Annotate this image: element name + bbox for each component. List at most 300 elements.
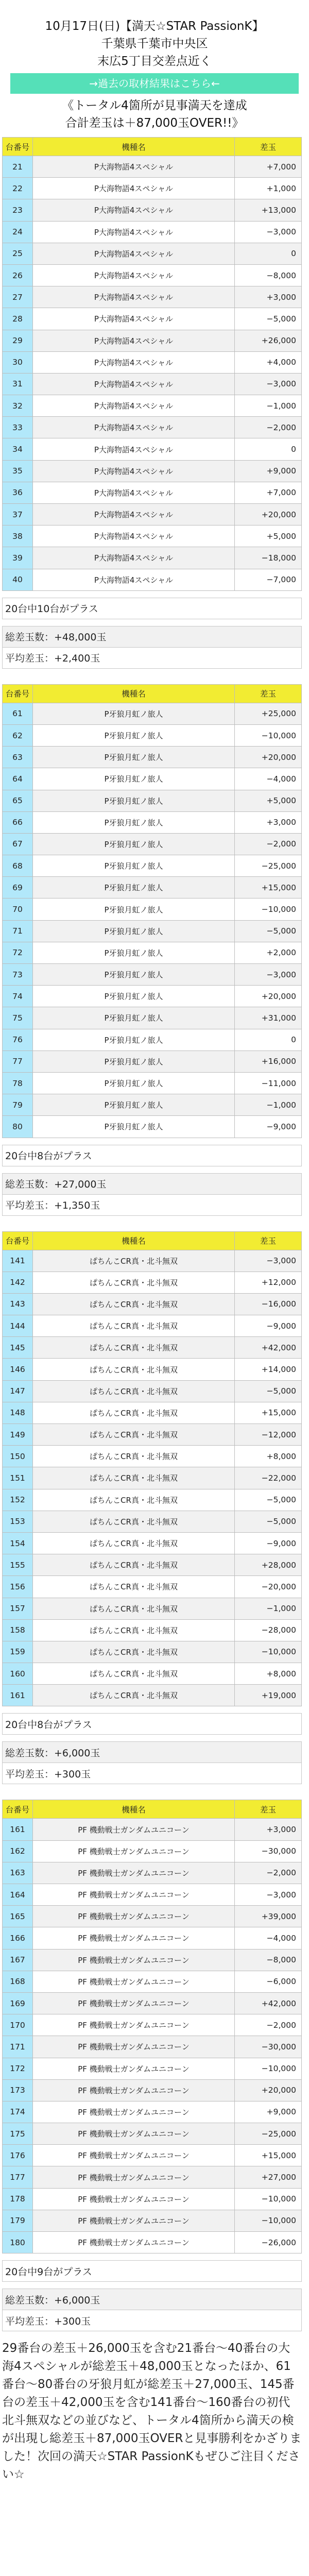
table-row (3, 1094, 302, 1116)
column-header-name: 機種名 (33, 684, 235, 703)
machine-name: P牙狼月虹ノ旅人 (33, 1072, 235, 1094)
table-row (3, 986, 302, 1007)
table-row (3, 964, 302, 986)
machine-number: 178 (3, 2188, 33, 2210)
machine-name: P大海物語4スペシャル (33, 351, 235, 373)
plus-count: 20台中10台がプラス (3, 598, 302, 619)
ball-difference: −9,000 (235, 1532, 302, 1554)
ball-difference: +26,000 (235, 330, 302, 351)
report-title: 10月17日(日)【満天☆STAR PassionK】 (45, 20, 264, 33)
machine-number: 72 (3, 942, 33, 963)
machine-table (2, 684, 302, 1138)
totals-box (2, 1741, 302, 1784)
machine-name: P牙狼月虹ノ旅人 (33, 1116, 235, 1138)
totals-box (2, 1173, 302, 1216)
machine-number: 166 (3, 1927, 33, 1949)
machine-name: ぱちんこCR真・北斗無双 (33, 1576, 235, 1598)
ball-difference: −2,000 (235, 2014, 302, 2036)
ball-difference: +39,000 (235, 1906, 302, 1927)
machine-name: ぱちんこCR真・北斗無双 (33, 1489, 235, 1511)
machine-name: ぱちんこCR真・北斗無双 (33, 1402, 235, 1423)
machine-number: 27 (3, 286, 33, 308)
machine-name: ぱちんこCR真・北斗無双 (33, 1532, 235, 1554)
ball-difference: +9,000 (235, 2101, 302, 2123)
ball-difference: +42,000 (235, 1337, 302, 1359)
ball-difference: +20,000 (235, 504, 302, 526)
machine-number: 37 (3, 504, 33, 526)
ball-difference: −5,000 (235, 1380, 302, 1402)
machine-name: ぱちんこCR真・北斗無双 (33, 1424, 235, 1446)
ball-difference: −5,000 (235, 1489, 302, 1511)
table-row (3, 1272, 302, 1293)
table-row (3, 768, 302, 790)
machine-name: PF 機動戦士ガンダムユニコーン (33, 1819, 235, 1840)
ball-difference: −3,000 (235, 1884, 302, 1906)
ball-difference: +42,000 (235, 1992, 302, 2014)
machine-number: 163 (3, 1862, 33, 1884)
table-row (3, 1424, 302, 1446)
table-row (3, 526, 302, 547)
machine-name: ぱちんこCR真・北斗無双 (33, 1467, 235, 1489)
machine-name: P牙狼月虹ノ旅人 (33, 724, 235, 746)
table-row (3, 1685, 302, 1706)
table-row (3, 460, 302, 482)
machine-number: 39 (3, 547, 33, 569)
machine-number: 34 (3, 438, 33, 460)
machine-number: 30 (3, 351, 33, 373)
ball-difference: +12,000 (235, 1272, 302, 1293)
machine-number: 144 (3, 1315, 33, 1337)
machine-number: 21 (3, 156, 33, 178)
summary-paragraph: 29番台の差玉＋26,000玉を含む21番台〜40番台の大海4スペシャルが総差玉＋48,000玉となったほか、61番台〜80番台の牙狼月虹が総差玉＋27,000玉、145番台の差玉＋42,000玉を含む141番台〜160番台の初代北斗無双などの並びなど、トータル4箇所から満天の検が出現し総差玉＋87,000玉OVERと見事勝利をかざりました！次回の満天☆STAR PassionKもぜひご注目ください☆ (2, 2342, 302, 2482)
machine-number: 147 (3, 1380, 33, 1402)
headline-line-1: 《トータル4箇所が見事満天を達成 (62, 99, 247, 112)
machine-number: 152 (3, 1489, 33, 1511)
machine-name: P牙狼月虹ノ旅人 (33, 833, 235, 855)
ball-difference: −1,000 (235, 1094, 302, 1116)
table-row (3, 1971, 302, 1992)
machine-name: ぱちんこCR真・北斗無双 (33, 1619, 235, 1641)
ball-difference: −10,000 (235, 899, 302, 920)
machine-number: 80 (3, 1116, 33, 1138)
machine-number: 79 (3, 1094, 33, 1116)
machine-name: PF 機動戦士ガンダムユニコーン (33, 2123, 235, 2145)
table-row (3, 1293, 302, 1315)
table-row (3, 504, 302, 526)
table-row (3, 1380, 302, 1402)
average-difference: 平均差玉：+300玉 (3, 1763, 302, 1784)
machine-section (2, 684, 307, 1216)
table-row (3, 1598, 302, 1619)
machine-name: P大海物語4スペシャル (33, 373, 235, 395)
table-header-row (3, 138, 302, 156)
table-row (3, 2188, 302, 2210)
machine-name: P大海物語4スペシャル (33, 330, 235, 351)
machine-number: 36 (3, 482, 33, 503)
table-row (3, 877, 302, 899)
machine-number: 169 (3, 1992, 33, 2014)
machine-number: 148 (3, 1402, 33, 1423)
column-header-name: 機種名 (33, 1800, 235, 1819)
machine-number: 153 (3, 1511, 33, 1532)
machine-name: P牙狼月虹ノ旅人 (33, 899, 235, 920)
machine-name: P牙狼月虹ノ旅人 (33, 920, 235, 942)
ball-difference: +13,000 (235, 199, 302, 221)
machine-number: 170 (3, 2014, 33, 2036)
machine-name: P大海物語4スペシャル (33, 156, 235, 178)
table-row (3, 2210, 302, 2231)
column-header-diff: 差玉 (235, 1231, 302, 1250)
table-row (3, 1663, 302, 1685)
table-row (3, 1840, 302, 1862)
machine-number: 154 (3, 1532, 33, 1554)
machine-name: P大海物語4スペシャル (33, 199, 235, 221)
ball-difference: −22,000 (235, 1467, 302, 1489)
machine-number: 64 (3, 768, 33, 790)
ball-difference: −11,000 (235, 1072, 302, 1094)
machine-table (2, 1231, 302, 1707)
machine-number: 177 (3, 2166, 33, 2188)
totals-box (2, 626, 302, 669)
machine-name: PF 機動戦士ガンダムユニコーン (33, 2101, 235, 2123)
table-row (3, 482, 302, 503)
ball-difference: −4,000 (235, 1927, 302, 1949)
column-header-no: 台番号 (3, 684, 33, 703)
table-row (3, 1949, 302, 1971)
machine-number: 146 (3, 1359, 33, 1380)
machine-name: P大海物語4スペシャル (33, 569, 235, 590)
table-row (3, 1927, 302, 1949)
column-header-name: 機種名 (33, 138, 235, 156)
table-row (3, 1072, 302, 1094)
ball-difference: −3,000 (235, 221, 302, 243)
machine-number: 149 (3, 1424, 33, 1446)
machine-name: PF 機動戦士ガンダムユニコーン (33, 2058, 235, 2079)
sections-container (2, 137, 307, 2331)
machine-name: ぱちんこCR真・北斗無双 (33, 1337, 235, 1359)
machine-number: 161 (3, 1819, 33, 1840)
table-row (3, 395, 302, 417)
machine-name: P大海物語4スペシャル (33, 504, 235, 526)
ball-difference: +19,000 (235, 1685, 302, 1706)
total-difference: 総差玉数：+6,000玉 (3, 1742, 302, 1763)
ball-difference: +28,000 (235, 1554, 302, 1576)
table-row (3, 373, 302, 395)
machine-number: 155 (3, 1554, 33, 1576)
table-row (3, 1315, 302, 1337)
table-row (3, 569, 302, 590)
plus-count-box (2, 1713, 302, 1735)
machine-number: 23 (3, 199, 33, 221)
table-row (3, 1116, 302, 1138)
table-row (3, 2014, 302, 2036)
machine-name: P牙狼月虹ノ旅人 (33, 964, 235, 986)
machine-name: PF 機動戦士ガンダムユニコーン (33, 1840, 235, 1862)
machine-number: 141 (3, 1250, 33, 1272)
machine-number: 71 (3, 920, 33, 942)
machine-name: PF 機動戦士ガンダムユニコーン (33, 2014, 235, 2036)
machine-number: 151 (3, 1467, 33, 1489)
ball-difference: +31,000 (235, 1007, 302, 1029)
machine-number: 29 (3, 330, 33, 351)
ball-difference: −10,000 (235, 2188, 302, 2210)
machine-number: 143 (3, 1293, 33, 1315)
table-row (3, 1554, 302, 1576)
machine-number: 174 (3, 2101, 33, 2123)
ball-difference: −20,000 (235, 1576, 302, 1598)
machine-number: 32 (3, 395, 33, 417)
table-row (3, 703, 302, 724)
table-row (3, 1467, 302, 1489)
machine-number: 61 (3, 703, 33, 724)
table-row (3, 1250, 302, 1272)
total-difference: 総差玉数：+48,000玉 (3, 626, 302, 647)
machine-number: 62 (3, 724, 33, 746)
ball-difference: +20,000 (235, 2079, 302, 2101)
table-row (3, 1446, 302, 1467)
ball-difference: −9,000 (235, 1116, 302, 1138)
machine-name: P牙狼月虹ノ旅人 (33, 942, 235, 963)
past-results-banner-link[interactable]: →過去の取材結果はこちら← (10, 73, 299, 94)
average-difference: 平均差玉：+300玉 (3, 2310, 302, 2331)
machine-name: P大海物語4スペシャル (33, 178, 235, 199)
machine-name: PF 機動戦士ガンダムユニコーン (33, 1971, 235, 1992)
ball-difference: −25,000 (235, 855, 302, 877)
machine-name: P大海物語4スペシャル (33, 482, 235, 503)
ball-difference: −18,000 (235, 547, 302, 569)
ball-difference: +3,000 (235, 811, 302, 833)
plus-count-box (2, 1145, 302, 1166)
machine-name: P大海物語4スペシャル (33, 286, 235, 308)
ball-difference: +15,000 (235, 1402, 302, 1423)
machine-name: ぱちんこCR真・北斗無双 (33, 1554, 235, 1576)
ball-difference: +15,000 (235, 877, 302, 899)
plus-count-box (2, 2260, 302, 2282)
machine-name: ぱちんこCR真・北斗無双 (33, 1250, 235, 1272)
machine-table (2, 1800, 302, 2253)
ball-difference: −10,000 (235, 1641, 302, 1663)
machine-name: P大海物語4スペシャル (33, 460, 235, 482)
table-row (3, 833, 302, 855)
ball-difference: +16,000 (235, 1050, 302, 1072)
machine-number: 24 (3, 221, 33, 243)
total-difference: 総差玉数：+27,000玉 (3, 1173, 302, 1194)
machine-name: ぱちんこCR真・北斗無双 (33, 1446, 235, 1467)
ball-difference: −1,000 (235, 395, 302, 417)
machine-name: PF 機動戦士ガンダムユニコーン (33, 1927, 235, 1949)
table-row (3, 2036, 302, 2058)
ball-difference: +2,000 (235, 942, 302, 963)
machine-name: P牙狼月虹ノ旅人 (33, 811, 235, 833)
machine-number: 38 (3, 526, 33, 547)
table-row (3, 2079, 302, 2101)
table-row (3, 199, 302, 221)
ball-difference: −2,000 (235, 417, 302, 438)
machine-number: 65 (3, 790, 33, 811)
machine-name: P大海物語4スペシャル (33, 395, 235, 417)
machine-number: 69 (3, 877, 33, 899)
table-row (3, 1532, 302, 1554)
table-row (3, 724, 302, 746)
machine-number: 78 (3, 1072, 33, 1094)
ball-difference: +5,000 (235, 526, 302, 547)
table-row (3, 2166, 302, 2188)
plus-count: 20台中8台がプラス (3, 1714, 302, 1735)
table-row (3, 1819, 302, 1840)
header (2, 0, 307, 132)
table-row (3, 2145, 302, 2166)
machine-number: 74 (3, 986, 33, 1007)
machine-number: 180 (3, 2232, 33, 2253)
table-row (3, 243, 302, 264)
machine-number: 26 (3, 264, 33, 286)
ball-difference: −5,000 (235, 1511, 302, 1532)
table-row (3, 2123, 302, 2145)
column-header-no: 台番号 (3, 138, 33, 156)
ball-difference: −12,000 (235, 1424, 302, 1446)
machine-number: 22 (3, 178, 33, 199)
ball-difference: −8,000 (235, 264, 302, 286)
machine-number: 168 (3, 1971, 33, 1992)
machine-number: 156 (3, 1576, 33, 1598)
average-difference: 平均差玉：+2,400玉 (3, 647, 302, 668)
ball-difference: +14,000 (235, 1359, 302, 1380)
ball-difference: +20,000 (235, 986, 302, 1007)
machine-name: P牙狼月虹ノ旅人 (33, 703, 235, 724)
ball-difference: +27,000 (235, 2166, 302, 2188)
ball-difference: +8,000 (235, 1663, 302, 1685)
ball-difference: −3,000 (235, 373, 302, 395)
table-row (3, 790, 302, 811)
machine-name: P牙狼月虹ノ旅人 (33, 790, 235, 811)
ball-difference: −28,000 (235, 1619, 302, 1641)
machine-number: 40 (3, 569, 33, 590)
ball-difference: 0 (235, 243, 302, 264)
total-difference: 総差玉数：+6,000玉 (3, 2289, 302, 2310)
column-header-diff: 差玉 (235, 138, 302, 156)
average-difference: 平均差玉：+1,350玉 (3, 1194, 302, 1215)
table-row (3, 1884, 302, 1906)
machine-name: P牙狼月虹ノ旅人 (33, 1094, 235, 1116)
ball-difference: −8,000 (235, 1949, 302, 1971)
table-row (3, 547, 302, 569)
machine-name: PF 機動戦士ガンダムユニコーン (33, 1884, 235, 1906)
table-header-row (3, 1231, 302, 1250)
machine-name: P大海物語4スペシャル (33, 547, 235, 569)
column-header-diff: 差玉 (235, 684, 302, 703)
ball-difference: −9,000 (235, 1315, 302, 1337)
machine-number: 68 (3, 855, 33, 877)
machine-name: PF 機動戦士ガンダムユニコーン (33, 1949, 235, 1971)
machine-number: 165 (3, 1906, 33, 1927)
machine-name: ぱちんこCR真・北斗無双 (33, 1663, 235, 1685)
machine-name: PF 機動戦士ガンダムユニコーン (33, 2166, 235, 2188)
table-row (3, 1489, 302, 1511)
machine-number: 73 (3, 964, 33, 986)
table-row (3, 1511, 302, 1532)
machine-number: 175 (3, 2123, 33, 2145)
machine-number: 161 (3, 1685, 33, 1706)
plus-count: 20台中8台がプラス (3, 1145, 302, 1166)
machine-number: 150 (3, 1446, 33, 1467)
machine-number: 35 (3, 460, 33, 482)
ball-difference: −4,000 (235, 768, 302, 790)
ball-difference: −10,000 (235, 2210, 302, 2231)
machine-number: 142 (3, 1272, 33, 1293)
table-row (3, 1359, 302, 1380)
table-row (3, 1992, 302, 2014)
table-row (3, 351, 302, 373)
machine-name: P大海物語4スペシャル (33, 264, 235, 286)
ball-difference: +1,000 (235, 178, 302, 199)
ball-difference: −2,000 (235, 833, 302, 855)
table-row (3, 855, 302, 877)
machine-name: P牙狼月虹ノ旅人 (33, 747, 235, 768)
machine-number: 179 (3, 2210, 33, 2231)
table-row (3, 156, 302, 178)
machine-number: 173 (3, 2079, 33, 2101)
machine-name: P大海物語4スペシャル (33, 438, 235, 460)
column-header-diff: 差玉 (235, 1800, 302, 1819)
ball-difference: −16,000 (235, 1293, 302, 1315)
table-row (3, 1862, 302, 1884)
machine-number: 76 (3, 1029, 33, 1050)
machine-number: 66 (3, 811, 33, 833)
plus-count: 20台中9台がプラス (3, 2261, 302, 2282)
machine-name: PF 機動戦士ガンダムユニコーン (33, 2210, 235, 2231)
machine-name: ぱちんこCR真・北斗無双 (33, 1511, 235, 1532)
machine-number: 159 (3, 1641, 33, 1663)
machine-name: ぱちんこCR真・北斗無双 (33, 1359, 235, 1380)
machine-name: ぱちんこCR真・北斗無双 (33, 1293, 235, 1315)
machine-number: 70 (3, 899, 33, 920)
ball-difference: +5,000 (235, 790, 302, 811)
machine-name: ぱちんこCR真・北斗無双 (33, 1598, 235, 1619)
machine-number: 164 (3, 1884, 33, 1906)
table-row (3, 178, 302, 199)
ball-difference: 0 (235, 1029, 302, 1050)
column-header-name: 機種名 (33, 1231, 235, 1250)
machine-number: 33 (3, 417, 33, 438)
table-header-row (3, 684, 302, 703)
ball-difference: −26,000 (235, 2232, 302, 2253)
ball-difference: +4,000 (235, 351, 302, 373)
table-row (3, 330, 302, 351)
machine-number: 176 (3, 2145, 33, 2166)
machine-name: P大海物語4スペシャル (33, 417, 235, 438)
ball-difference: −6,000 (235, 1971, 302, 1992)
plus-count-box (2, 598, 302, 619)
machine-name: ぱちんこCR真・北斗無双 (33, 1685, 235, 1706)
ball-difference: −3,000 (235, 1250, 302, 1272)
machine-name: P牙狼月虹ノ旅人 (33, 877, 235, 899)
machine-name: P大海物語4スペシャル (33, 243, 235, 264)
column-header-no: 台番号 (3, 1800, 33, 1819)
ball-difference: +25,000 (235, 703, 302, 724)
machine-number: 172 (3, 2058, 33, 2079)
machine-number: 31 (3, 373, 33, 395)
machine-section (2, 1231, 307, 1785)
headline-line-2: 合計差玉は＋87,000玉OVER!!》 (65, 116, 244, 130)
machine-name: PF 機動戦士ガンダムユニコーン (33, 1992, 235, 2014)
table-row (3, 286, 302, 308)
machine-number: 25 (3, 243, 33, 264)
location-line-2: 末広5丁目交差点近く (97, 55, 212, 68)
table-row (3, 438, 302, 460)
ball-difference: −7,000 (235, 569, 302, 590)
machine-name: PF 機動戦士ガンダムユニコーン (33, 1862, 235, 1884)
location-line-1: 千葉県千葉市中央区 (101, 37, 208, 50)
